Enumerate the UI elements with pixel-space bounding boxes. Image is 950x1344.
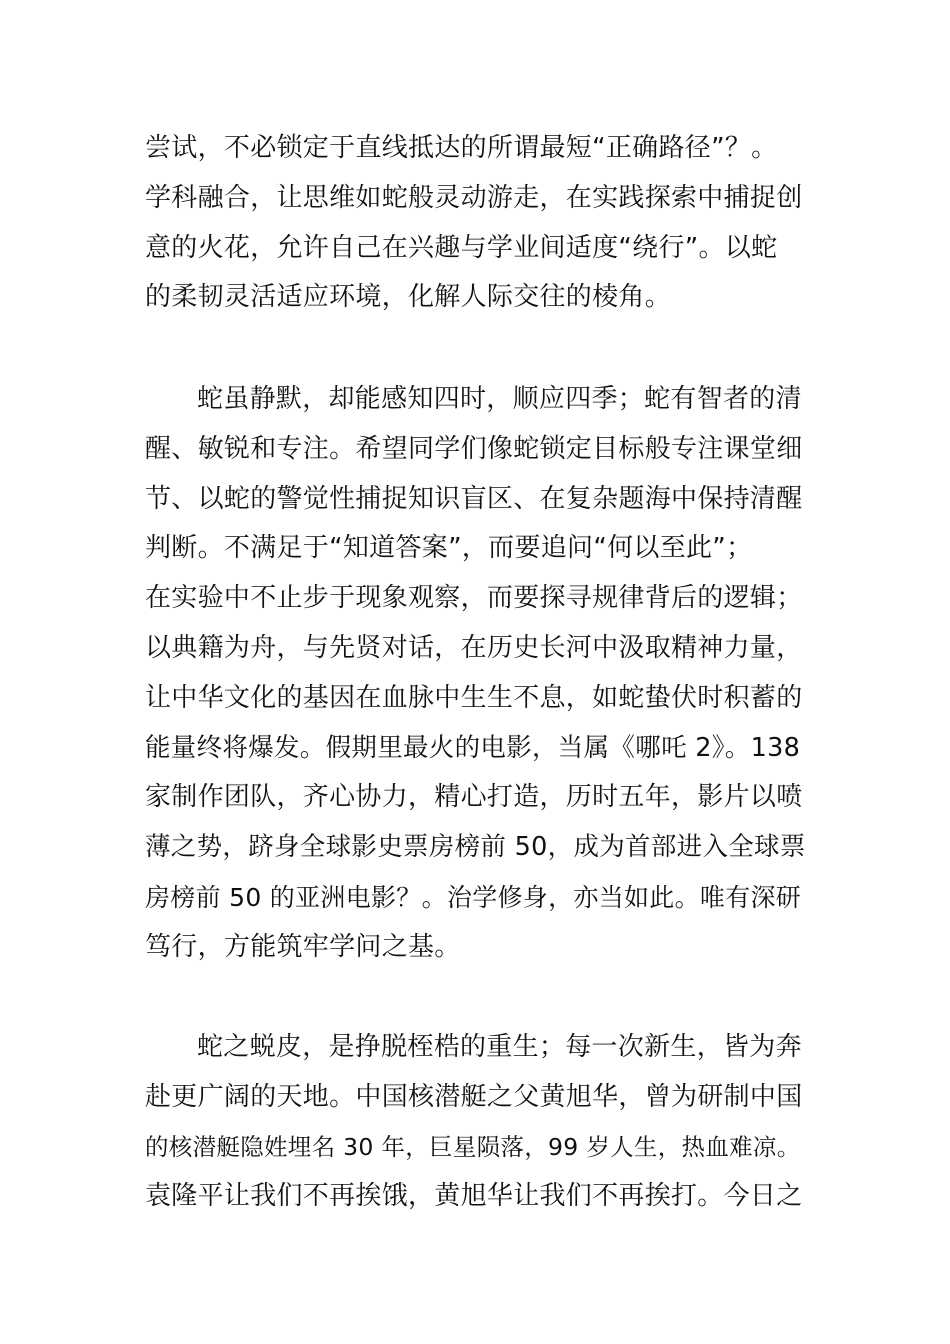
paragraph-line: 学科融合，让思维如蛇般灵动游走，在实践探索中捕捉创 [145,182,803,213]
paragraph-line: 袁隆平让我们不再挨饿，黄旭华让我们不再挨打。今日之 [145,1181,803,1212]
paragraph-1 [145,124,810,323]
paragraph-line: 房榜前 50 的亚洲电影？。治学修身，亦当如此。唯有深研 [145,882,802,912]
paragraph-line: 的柔韧灵活适应环境，化解人际交往的棱角。 [145,282,672,313]
paragraph-line: 的核潜艇隐姓埋名 30 年，巨星陨落，99 岁人生，热血难凉。 [145,1132,801,1161]
paragraph-2 [145,375,810,973]
paragraph-line: 蛇之蜕皮，是挣脱桎梏的重生；每一次新生，皆为奔 [197,1032,802,1062]
paragraph-line: 让中华文化的基因在血脉中生生不息，如蛇蛰伏时积蓄的 [145,682,803,713]
paragraph-3 [145,1023,810,1222]
paragraph-line: 家制作团队，齐心协力，精心打造，历时五年，影片以喷 [145,782,803,813]
paragraph-line: 尝试，不必锁定于直线抵达的所谓最短“正确路径”？。 [145,133,778,163]
paragraph-line: 判断。不满足于“知道答案”，而要追问“何以至此”； [145,533,753,564]
paragraph-line: 节、以蛇的警觉性捕捉知识盲区、在复杂题海中保持清醒 [145,483,803,514]
paragraph-line: 笃行，方能筑牢学问之基。 [145,931,461,962]
paragraph-line: 薄之势，跻身全球影史票房榜前 50，成为首部进入全球票 [145,832,806,863]
paragraph-line: 蛇虽静默，却能感知四时，顺应四季；蛇有智者的清 [197,384,802,414]
paragraph-line: 以典籍为舟，与先贤对话，在历史长河中汲取精神力量， [145,632,803,663]
paragraph-line: 能量终将爆发。假期里最火的电影，当属《哪吒 2》。138 [145,732,801,763]
paragraph-line: 在实验中不止步于现象观察，而要探寻规律背后的逻辑； [145,583,803,614]
paragraph-line: 意的火花，允许自己在兴趣与学业间适度“绕行”。以蛇 [145,232,778,263]
paragraph-line: 赴更广阔的天地。中国核潜艇之父黄旭华，曾为研制中国 [145,1081,803,1112]
paragraph-line: 醒、敏锐和专注。希望同学们像蛇锁定目标般专注课堂细 [145,433,803,464]
